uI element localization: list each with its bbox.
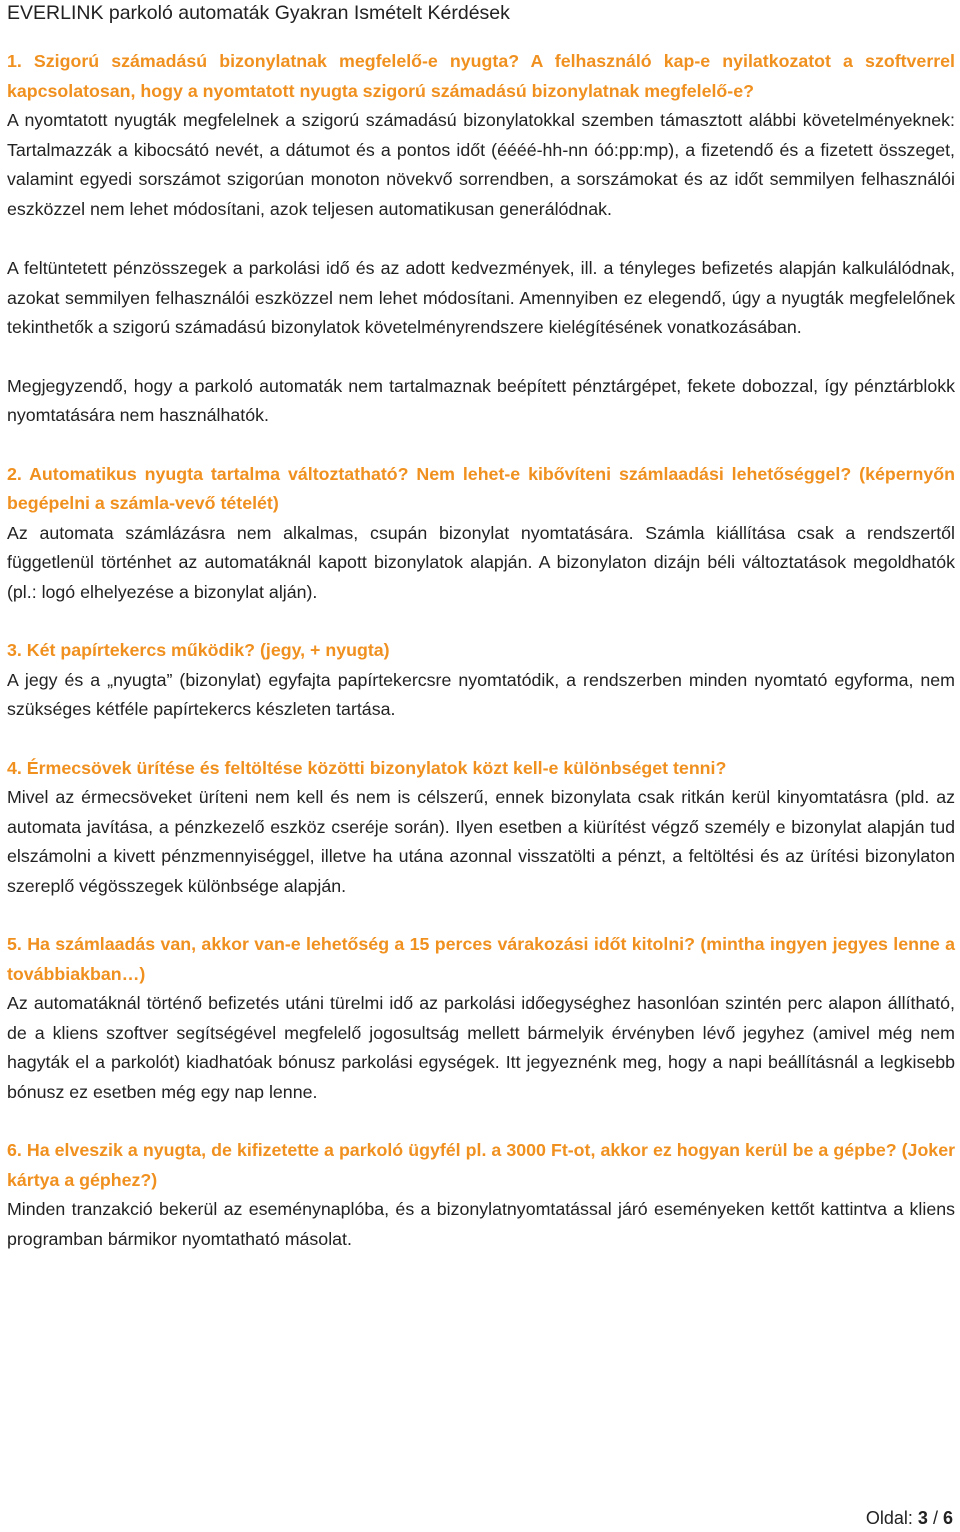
faq-section-5 (7, 930, 955, 1107)
faq-content (7, 47, 955, 1254)
faq-answer-4: Mivel az érmecsöveket üríteni nem kell és nem is célszerű, ennek bizonylata csak ritkán kerül kinyomtatásra (pld. az automata javítása, a pénzkezelő eszköz cseréje során). Ilyen esetben a kiürítést végző személy e bizonylat alapján tud elszámolni a kivett pénzmennyiséggel, illetve ha utána azonnal visszatölti a pénzt, a feltöltési és az ürítési bizonylaton szereplő végösszegek különbsége alapján. (7, 787, 955, 896)
page-number-current: 3 (917, 1508, 928, 1528)
faq-question-2: 2. Automatikus nyugta tartalma változtatható? Nem lehet-e kibővíteni számlaadási lehetőséggel? (képernyőn begépelni a számla-vevő tételét) (7, 463, 955, 513)
document-header-title: EVERLINK parkoló automaták Gyakran Ismételt Kérdések (7, 2, 510, 24)
faq-section-3 (7, 636, 955, 725)
faq-question-4: 4. Érmecsövek ürítése és feltöltése közötti bizonylatok közt kell-e különbséget tenni? (7, 757, 727, 778)
faq-answer-1-paragraph-2: A feltüntetett pénzösszegek a parkolási idő és az adott kedvezmények, ill. a tényleges befizetés alapján kalkulálódnak, azokat semmilyen felhasználói eszközzel nem lehet módosítani. Amennyiben ez elegendő, úgy a nyugták megfelelőnek tekinthetők a szigorú számadású bizonylatok követelményrendszere kielégítésének vonatkozásában. (7, 258, 955, 337)
faq-answer-5: Az automatáknál történő befizetés utáni türelmi idő az parkolási időegységhez hasonlóan szintén perc alapon állítható, de a kliens szoftver segítségével megfelelő jogosultság mellett bármelyik érvényben lévő jegyhez (amivel még nem hagyták el a parkolót) kiadhatóak bónusz parkolási egységek. Itt jegyeznénk meg, hogy a napi beállításnál a legkisebb bónusz ez esetben még egy nap lenne. (7, 993, 955, 1102)
faq-question-6: 6. Ha elveszik a nyugta, de kifizetette a parkoló ügyfél pl. a 3000 Ft-ot, akkor ez hogyan kerül be a gépbe? (Joker kártya a géphez?) (7, 1140, 955, 1190)
faq-answer-1-paragraph-1: A nyomtatott nyugták megfelelnek a szigorú számadású bizonylatokkal szemben támasztott alábbi követelményeknek: Tartalmazzák a kibocsátó nevét, a dátumot és a pontos időt (éééé-hh-nn óó:pp:mp), a fizetendő és a fizetett összeget, valamint egyedi sorszámot szigorúan monoton növekvő sorrendben, a sorszámokat és az időt semmilyen felhasználói eszközzel nem lehet módosítani, azok teljesen automatikusan generálódnak. (7, 110, 955, 219)
page-number-total: 6 (942, 1508, 953, 1528)
faq-section-6 (7, 1136, 955, 1254)
page-number-label: Oldal: (865, 1508, 913, 1528)
faq-answer-1-paragraph-3: Megjegyzendő, hogy a parkoló automaták nem tartalmaznak beépített pénztárgépet, fekete dobozzal, így pénztárblokk nyomtatására nem használhatók. (7, 375, 955, 425)
faq-section-1 (7, 47, 955, 431)
faq-section-2 (7, 460, 955, 608)
faq-answer-6: Minden tranzakció bekerül az eseménynaplóba, és a bizonylatnyomtatással járó eseményeken kettőt kattintva a kliens programban bármikor nyomtatható másolat. (7, 1199, 955, 1249)
page-number-separator: / (932, 1508, 938, 1528)
faq-question-3: 3. Két papírtekercs működik? (jegy, + nyugta) (7, 640, 390, 660)
faq-question-5: 5. Ha számlaadás van, akkor van-e lehetőség a 15 perces várakozási időt kitolni? (mintha ingyen jegyes lenne a továbbiakban…) (7, 934, 955, 984)
faq-section-4 (7, 754, 955, 902)
faq-question-1: 1. Szigorú számadású bizonylatnak megfelelő-e nyugta? A felhasználó kap-e nyilatkozatot a szoftverrel kapcsolatosan, hogy a nyomtatott nyugta szigorú számadású bizonylatnak megfelelő-e? (7, 51, 955, 101)
page-footer (866, 1504, 953, 1532)
faq-answer-2: Az automata számlázásra nem alkalmas, csupán bizonylat nyomtatására. Számla kiállítása csak a rendszertől függetlenül történhet az automatáknál kapott bizonylatok alapján. A bizonylaton dizájn béli változtatások megoldhatók (pl.: logó elhelyezése a bizonylat alján). (7, 522, 955, 602)
faq-answer-3: A jegy és a „nyugta” (bizonylat) egyfajta papírtekercsre nyomtatódik, a rendszerben minden nyomtató egyforma, nem szükséges kétféle papírtekercs készleten tartása. (7, 669, 955, 719)
